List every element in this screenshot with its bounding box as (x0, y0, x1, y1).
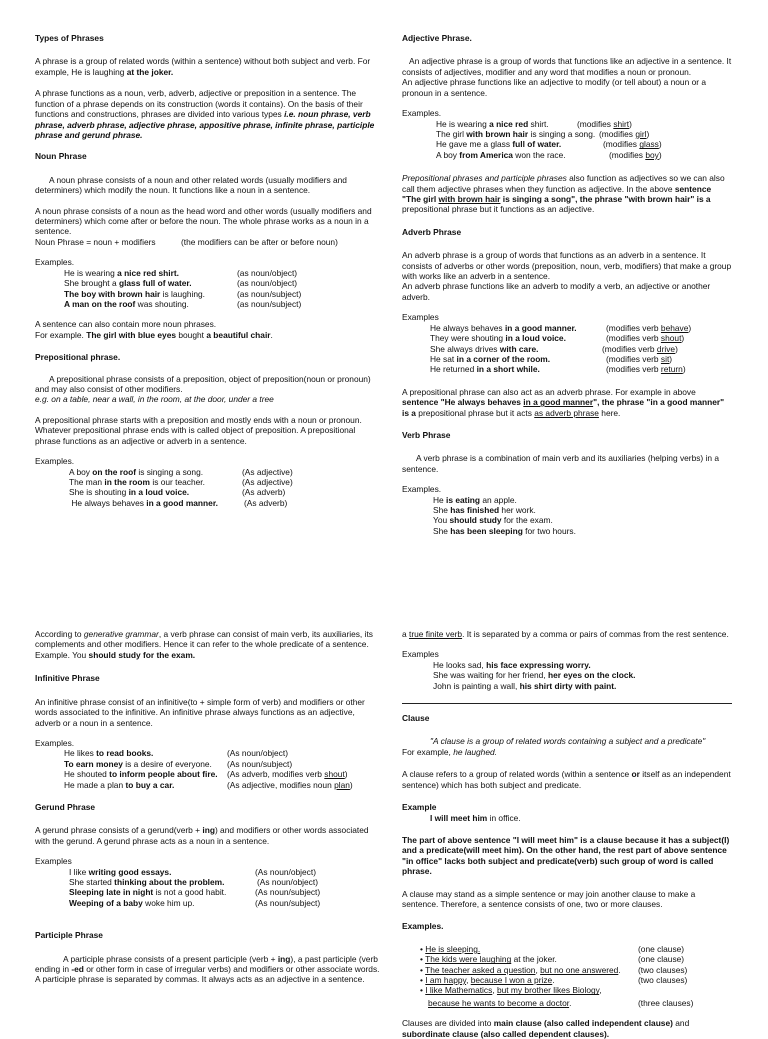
example-text: To earn money is a desire of everyone. (64, 758, 212, 769)
list-item (69, 498, 380, 508)
example-text: • The kids were laughing at the joker. (420, 954, 557, 965)
list-item (69, 867, 380, 877)
example-text: because he wants to become a doctor. (428, 997, 572, 1008)
absolute-continuation: a true finite verb. It is separated by a comma or pairs of commas from the rest sentence. (402, 629, 729, 639)
example-text: • I am happy, because I won a prize. (420, 975, 555, 986)
list-item (430, 323, 732, 333)
example-text: He is eating an apple. (433, 494, 517, 505)
example-note: (modifies verb behave) (606, 322, 692, 333)
example-text: She was waiting for her friend, her eyes on the clock. (433, 670, 636, 681)
verb-examples-label: Examples. (402, 484, 442, 495)
example-text: He gave me a glass full of water. (436, 139, 562, 150)
example-text: Sleeping late in night is not a good habit. (69, 887, 227, 898)
list-item (64, 268, 380, 278)
section-divider (402, 703, 732, 704)
example-note: (modifies verb return) (606, 364, 686, 375)
example-note: (modifies boy) (609, 149, 662, 160)
example-note: (modifies glass) (603, 139, 662, 150)
right-top-column (402, 33, 732, 536)
types-paragraph-2: A phrase functions as a noun, verb, adverb, adjective or preposition in a sentence. The function of a phrase depends on its construction (words it contains). On the basis of their functions and constructions, phrases are divided into various types i.e. noun phrase, verb phrase, adverb phrase, adjective phrase, appositive phrase, infinite phrase, participle phrase and gerund phrase. (35, 88, 375, 140)
noun-paragraph-1: A noun phrase consists of a noun and other related words (usually modifiers and determiners) which modify the noun. It functions like a noun in a sentence. (35, 174, 347, 196)
list-item (64, 769, 380, 779)
list-item (64, 299, 380, 309)
list-item (402, 998, 732, 1008)
example-note: (As noun/subject) (255, 897, 321, 908)
adv-examples-label: Examples (402, 312, 439, 323)
ger-examples-list (69, 867, 380, 909)
example-note: (as noun/object) (237, 278, 298, 289)
list-item (430, 354, 732, 364)
list-item (436, 139, 732, 149)
noun-formula-row (35, 237, 380, 247)
types-paragraph-1 (35, 56, 380, 77)
example-note: (modifies verb sit) (606, 353, 673, 364)
clause-paragraph-3: A clause may stand as a simple sentence or may join another clause to make a sentence. Therefore, a sentence consists of one, two or more clauses. (402, 888, 696, 910)
example-text: He likes to read books. (64, 748, 154, 759)
noun-paragraph-2: A noun phrase consists of a noun as the head word and other words (usually modifiers and determiners) which come after or before the noun. The whole phrase works as a noun in a sentence. (35, 205, 372, 237)
example-text: They were shouting in a loud voice. (430, 333, 566, 344)
clause-examples-heading: Examples. (402, 921, 444, 932)
adj-examples-label: Examples. (402, 108, 442, 119)
list-item (69, 887, 380, 897)
list-item (436, 119, 732, 129)
list-item (69, 877, 380, 887)
example-text: She has finished her work. (433, 505, 536, 516)
list-item (402, 954, 732, 964)
example-text: He shouted to inform people about fire. (64, 769, 218, 780)
list-item (64, 780, 380, 790)
example-note: (As adverb) (244, 497, 288, 508)
example-note: (As noun/object) (255, 866, 316, 877)
example-note: (As noun/subject) (227, 758, 293, 769)
prep-paragraph-1: A prepositional phrase consists of a preposition, object of preposition(noun or pronoun) and may also consist of other modifiers. (35, 373, 371, 394)
example-note: (modifies verb drive) (602, 343, 678, 354)
example-note: (one clause) (638, 943, 685, 954)
list-item (402, 985, 732, 995)
prep-examples-label: Examples. (35, 456, 75, 467)
clause-example-sentence: I will meet him in office. (430, 812, 521, 823)
left-top-column (35, 33, 380, 508)
list-item (436, 150, 732, 160)
example-text: He always behaves in a good manner. (430, 322, 577, 333)
noun-paragraph-3b: For example. The girl with blue eyes bought a beautiful chair. (35, 329, 273, 340)
list-item (69, 487, 380, 497)
generative-example: Example. You should study for the exam. (35, 649, 196, 660)
example-text: You should study for the exam. (433, 515, 553, 526)
list-item (433, 505, 732, 515)
example-note: (As adjective, modifies noun plan) (227, 779, 353, 790)
example-text: I like writing good essays. (69, 866, 172, 877)
example-text: She has been sleeping for two hours. (433, 525, 576, 536)
example-text: He is wearing a nice red shirt. (64, 267, 179, 278)
noun-formula-note: (the modifiers can be after or before noun) (181, 236, 338, 247)
right-bottom-column (402, 629, 732, 691)
clause-example-label: Example (402, 802, 437, 813)
prep-paragraph-2: A prepositional phrase starts with a preposition and mostly ends with a noun or pronoun. Whatever prepositional phrase ends with is called object of preposition. A prepositional phrase functions as an adjective or adverb in a sentence. (35, 414, 362, 446)
list-item (402, 965, 732, 975)
adv-paragraph-2: An adverb phrase functions like an adverb to modify a verb, an adjective or another adverb. (402, 281, 711, 302)
verb-paragraph-1: A verb phrase is a combination of main verb and its auxiliaries (helping verbs) in a sentence. (402, 453, 720, 474)
adv-paragraph-3: A prepositional phrase can also act as an adverb phrase. For example in above sentence "He always behaves in a good manner", the phrase "in a good manner" is a prepositional phrase but it acts as adverb phrase here. (402, 386, 725, 418)
example-text: John is painting a wall, his shirt dirty with paint. (433, 680, 617, 691)
list-item (64, 759, 380, 769)
gerund-phrase-heading: Gerund Phrase (35, 801, 96, 812)
clause-paragraph-2: The part of above sentence "I will meet him" is a clause because it has a subject(I) and a predicate(will meet him). On the other hand, the rest part of above sentence "in office" lacks both subject and predicate(verb) such group of word is called phrase. (402, 834, 730, 877)
example-note: (As noun/object) (227, 748, 288, 759)
list-item (69, 898, 380, 908)
clause-paragraph-1: A clause refers to a group of related words (within a sentence or itself as an independent sentence) which has both subject and predicate. (402, 769, 731, 790)
noun-examples-list (64, 268, 380, 310)
adv-examples-list (430, 323, 732, 375)
adv-paragraph-1: An adverb phrase is a group of words that functions as an adverb in a sentence. It consists of adverbs or other words (preposition, noun, verb, modifiers) that make a group with works like an adverb in a sentence. (402, 250, 732, 282)
list-item (436, 129, 732, 139)
example-text: The girl with brown hair is singing a song. (436, 128, 596, 139)
adj-paragraph-1: An adjective phrase is a group of words that functions like an adjective in a sentence. It consists of adjectives, modifier and any word that modifies a noun or pronoun. (402, 56, 732, 77)
adj-paragraph-3: Prepositional phrases and participle phrases also function as adjectives so we can also call them adjective phrases when they function as adjective. In the above sentence "The girl with brown hair is singing a song", the phrase "with brown hair" is a prepositional phrase but it functions as an adjective. (402, 173, 725, 215)
example-note: (modifies girl) (599, 128, 650, 139)
ger-paragraph-1: A gerund phrase consists of a gerund(verb + ing) and modifiers or other words associated with the gerund. A gerund phrase acts as a noun in a sentence. (35, 825, 369, 846)
noun-examples-label: Examples. (35, 257, 75, 268)
list-item (433, 495, 732, 505)
part-paragraph-1: A participle phrase consists of a present participle (verb + ing), a past participle (verb ending in -ed or other form in case of irregular verbs) and modifiers or other associate words. A participle phrase is separated by commas. It always acts as an adjective in a sentence. (35, 953, 380, 985)
list-item (430, 364, 732, 374)
example-text: The man in the room is our teacher. (69, 476, 205, 487)
adj-examples-list (436, 119, 732, 161)
example-text: • I like Mathematics, but my brother likes Biology, (420, 985, 602, 996)
example-text: He is wearing a nice red shirt. (436, 118, 549, 129)
verb-examples-list (433, 495, 732, 537)
noun-phrase-heading: Noun Phrase (35, 151, 87, 162)
inf-paragraph-1: An infinitive phrase consist of an infinitive(to + simple form of verb) and modifiers or other words associated to the infinitive. An infinitive phrase always functions as an adjective, adverb or a noun in a sentence. (35, 696, 365, 728)
list-item (430, 333, 732, 343)
list-item (69, 477, 380, 487)
example-text: • The teacher asked a question, but no one answered. (420, 964, 621, 975)
example-text: A boy from America won the race. (436, 149, 566, 160)
adverb-phrase-heading: Adverb Phrase (402, 226, 462, 237)
example-note: (one clause) (638, 954, 685, 965)
list-item (69, 467, 380, 477)
infinitive-phrase-heading: Infinitive Phrase (35, 673, 100, 684)
inf-examples-label: Examples. (35, 737, 75, 748)
example-text: He made a plan to buy a car. (64, 779, 175, 790)
example-note: (as noun/subject) (237, 298, 302, 309)
types-of-phrases-heading: Types of Phrases (35, 33, 104, 43)
generative-grammar-paragraph: According to generative grammar, a verb phrase can consist of main verb, its auxiliaries, its complements and other modifiers. Hence it can refer to the whole predicate of a sentence. (35, 629, 373, 650)
clause-example-inline: For example, he laughed. (402, 746, 497, 757)
prep-examples-list (69, 467, 380, 509)
clause-heading: Clause (402, 713, 430, 723)
example-note: (As noun/object) (257, 877, 318, 888)
inf-examples-list (64, 748, 380, 790)
clause-section (402, 713, 732, 1039)
noun-paragraph-3a: A sentence can also contain more noun phrases. (35, 319, 217, 330)
list-item (433, 670, 732, 680)
example-text: The boy with brown hair is laughing. (64, 288, 206, 299)
list-item (433, 660, 732, 670)
prep-examples-inline: e.g. on a table, near a wall, in the room, at the door, under a tree (35, 394, 274, 405)
noun-formula: Noun Phrase = noun + modifiers (35, 236, 156, 247)
example-note: (as noun/subject) (237, 288, 302, 299)
list-item (433, 515, 732, 525)
example-note: (As adverb, modifies verb shout) (227, 769, 348, 780)
example-note: (As adjective) (242, 476, 293, 487)
example-text: A boy on the roof is singing a song. (69, 466, 204, 477)
example-note: (As adverb) (242, 487, 286, 498)
example-note: (two clauses) (638, 964, 688, 975)
example-text: He sat in a corner of the room. (430, 353, 551, 364)
clause-examples-list (402, 944, 732, 1008)
example-text: • He is sleeping. (420, 943, 481, 954)
adj-paragraph-2: An adjective phrase functions like an adjective to modify (or tell about) a noun or a pronoun in a sentence. (402, 77, 706, 98)
example-text: He always behaves in a good manner. (69, 497, 218, 508)
example-text: He returned in a short while. (430, 364, 540, 375)
left-bottom-column (35, 629, 380, 985)
verb-phrase-heading: Verb Phrase (402, 429, 451, 440)
types-p1-text: A phrase is a group of related words (within a sentence) without both subject and verb. For example, He is laughing at the joker. (35, 56, 371, 77)
ger-examples-label: Examples (35, 856, 72, 867)
example-text: She brought a glass full of water. (64, 278, 192, 289)
example-note: (as noun/object) (237, 267, 298, 278)
clause-paragraph-4: Clauses are divided into main clause (also called independent clause) and subordinate clause (also called dependent clauses). (402, 1018, 690, 1039)
example-note: (modifies verb shout) (606, 333, 685, 344)
abs-examples-label: Examples (402, 649, 439, 660)
example-text: Weeping of a baby woke him up. (69, 897, 195, 908)
clause-definition: "A clause is a group of related words containing a subject and a predicate" (430, 736, 706, 747)
example-text: She always drives with care. (430, 343, 539, 354)
abs-examples-list (433, 660, 732, 691)
list-item (402, 944, 732, 954)
adjective-phrase-heading: Adjective Phrase. (402, 33, 472, 43)
list-item (64, 289, 380, 299)
example-text: She started thinking about the problem. (69, 877, 225, 888)
list-item (64, 278, 380, 288)
example-text: He looks sad, his face expressing worry. (433, 659, 591, 670)
example-note: (As adjective) (242, 466, 293, 477)
example-note: (three clauses) (638, 997, 694, 1008)
example-note: (two clauses) (638, 975, 688, 986)
example-note: (As noun/subject) (255, 887, 321, 898)
example-text: A man on the roof was shouting. (64, 298, 189, 309)
list-item (430, 344, 732, 354)
example-text: She is shouting in a loud voice. (69, 487, 190, 498)
participle-phrase-heading: Participle Phrase (35, 930, 103, 941)
list-item (433, 526, 732, 536)
list-item (64, 748, 380, 758)
example-note: (modifies shirt) (577, 118, 632, 129)
prepositional-phrase-heading: Prepositional phrase. (35, 352, 121, 363)
list-item (402, 975, 732, 985)
list-item (433, 681, 732, 691)
